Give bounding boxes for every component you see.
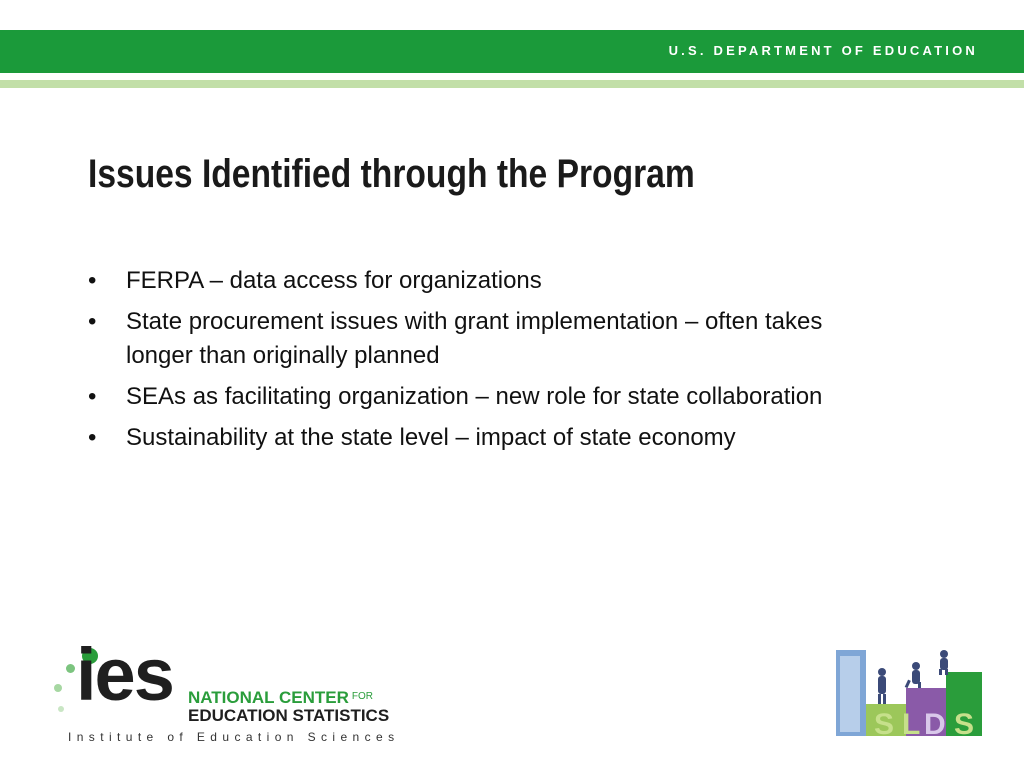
ies-logo (48, 633, 400, 750)
slds-letter-s: S (874, 708, 895, 736)
bullet-item: • State procurement issues with grant implementation – often takes longer than originally planned (88, 305, 888, 373)
bullet-item: • SEAs as facilitating organization – new role for state collaboration (88, 380, 888, 414)
header-band (0, 30, 1024, 73)
ies-wordmark: ies (76, 633, 173, 716)
slide-title: Issues Identified through the Program (88, 152, 695, 196)
ies-center-name (188, 688, 389, 725)
slds-letter-l: L (902, 708, 921, 736)
bullet-item: • Sustainability at the state level – impact of state economy (88, 421, 888, 455)
ies-line2: EDUCATION STATISTICS (188, 706, 390, 725)
slds-letter-d: D (924, 708, 946, 736)
header-stripe (0, 80, 1024, 88)
bullet-list (88, 264, 888, 462)
ies-line1-suffix: FOR (351, 691, 373, 702)
slds-logo (836, 650, 982, 736)
slds-letter-s2: S (954, 708, 975, 736)
department-name: U.S. DEPARTMENT OF EDUCATION (668, 43, 978, 58)
ies-line1: NATIONAL CENTER (188, 688, 349, 707)
bullet-item: • FERPA – data access for organizations (88, 264, 888, 298)
ies-tagline: Institute of Education Sciences (68, 730, 400, 744)
